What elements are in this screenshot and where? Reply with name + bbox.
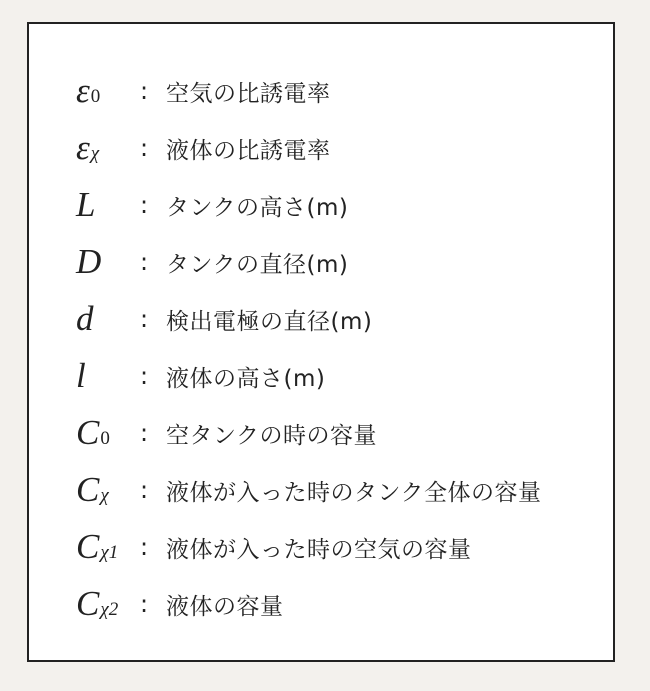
symbol-main: d (76, 299, 94, 338)
separator: : (140, 419, 149, 447)
definition-row (76, 185, 348, 225)
separator: : (140, 533, 149, 561)
separator: : (140, 305, 149, 333)
symbol-subscript: χ (100, 485, 109, 506)
symbol-main: D (76, 242, 102, 281)
definitions-box (27, 22, 615, 662)
symbol-main: L (76, 185, 96, 224)
symbol (76, 527, 140, 567)
separator: : (140, 77, 149, 105)
symbol-main: ε (76, 128, 90, 167)
symbol-subscript: 0 (90, 86, 101, 107)
definition-text: タンクの直径(m) (166, 251, 349, 278)
symbol-main: l (76, 356, 86, 395)
definition-row (76, 299, 372, 339)
definition-row (76, 470, 542, 510)
definition-text: 液体の高さ(m) (166, 365, 326, 392)
separator: : (140, 248, 149, 276)
separator: : (140, 476, 149, 504)
symbol-subscript: χ1 (100, 542, 119, 563)
symbol (76, 242, 140, 282)
separator: : (140, 191, 149, 219)
symbol (76, 470, 140, 510)
definition-text: タンクの高さ(m) (166, 194, 349, 221)
definition-text: 液体が入った時の空気の容量 (166, 536, 472, 563)
definition-text: 液体の比誘電率 (166, 137, 331, 164)
definition-row (76, 356, 325, 396)
definition-row (76, 584, 284, 624)
symbol (76, 128, 140, 168)
symbol (76, 356, 140, 396)
definition-text: 検出電極の直径(m) (166, 308, 373, 335)
symbol (76, 299, 140, 339)
symbol-main: C (76, 584, 100, 623)
symbol-subscript: χ2 (100, 599, 119, 620)
symbol-main: C (76, 470, 100, 509)
definition-row (76, 413, 377, 453)
symbol-subscript: 0 (100, 428, 110, 449)
definition-text: 空気の比誘電率 (166, 80, 331, 107)
definition-text: 液体が入った時のタンク全体の容量 (166, 479, 542, 506)
separator: : (140, 134, 149, 162)
symbol-subscript: χ (90, 143, 100, 164)
definition-row (76, 71, 331, 111)
symbol-main: C (76, 413, 100, 452)
symbol (76, 71, 140, 111)
symbol-main: C (76, 527, 100, 566)
definition-text: 空タンクの時の容量 (166, 422, 378, 449)
definition-row (76, 527, 472, 567)
definition-row (76, 128, 331, 168)
separator: : (140, 590, 149, 618)
symbol (76, 584, 140, 624)
symbol-main: ε (76, 71, 90, 110)
symbol (76, 413, 140, 453)
definition-row (76, 242, 348, 282)
definition-text: 液体の容量 (166, 593, 284, 620)
symbol (76, 185, 140, 225)
separator: : (140, 362, 149, 390)
